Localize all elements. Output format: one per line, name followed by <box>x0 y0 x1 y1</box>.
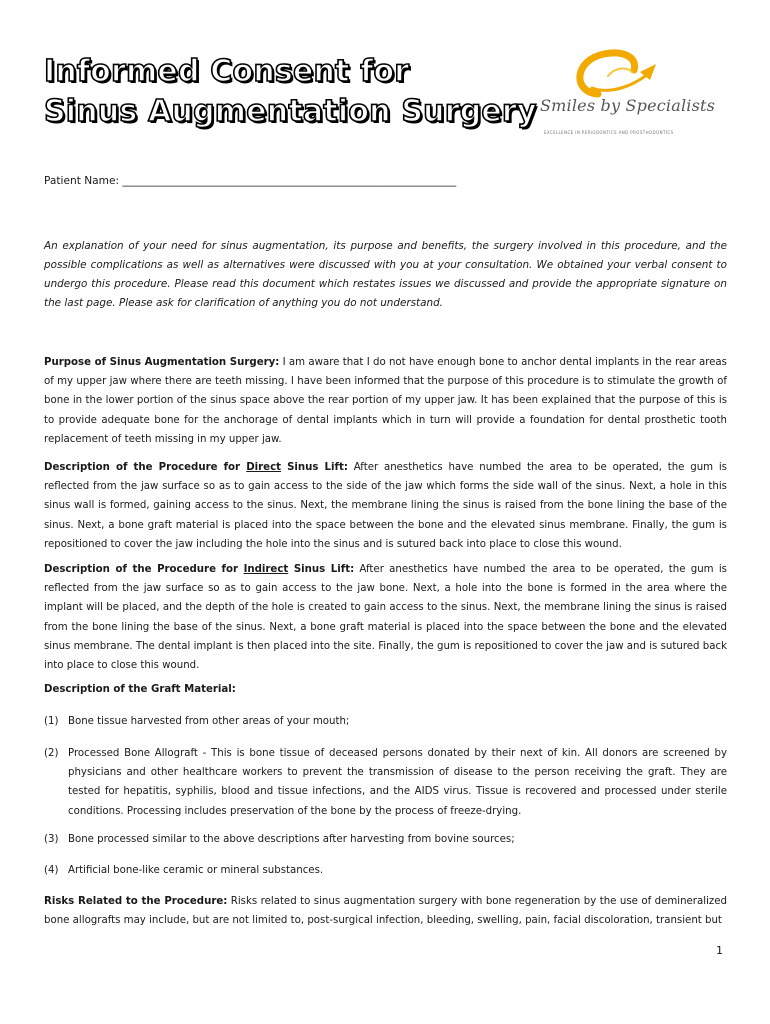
list-text: Artificial bone-like ceramic or mineral substances. <box>68 865 324 876</box>
logo-tagline: EXCELLENCE IN PERIODONTICS AND PROSTHODONTICS <box>544 130 674 135</box>
risks-heading: Risks Related to the Procedure: <box>44 896 228 907</box>
direct-lift-text: After anesthetics have numbed the area to be operated, the gum is reflected from the jaw surface so as to gain access to the side of the jaw which forms the side wall of the sinus. Next, a hole in this sinus wall is formed, gaining access to the sinus. Next, the membrane lining the sinus is raised from the bone lining the base of the sinus. Next, a bone graft material is placed into the space between the bone and the elevated sinus membrane. Finally, the gum is repositioned to cover the jaw including the hole into the sinus and is sutured back into place to close this wound. <box>44 462 727 550</box>
direct-lift-heading: Description of the Procedure for Direct Sinus Lift: <box>44 462 348 473</box>
list-text: Processed Bone Allograft - This is bone tissue of deceased persons donated by their next of kin. All donors are screened by physicians and other healthcare workers to prevent the transmission of disease to the person receiving the graft. They are tested for hepatitis, syphilis, blood and tissue infections, and the AIDS virus. Tissue is recovered and processed under sterile conditions. Processing includes preservation of the bone by the process of freeze-drying. <box>68 748 727 817</box>
risks-section <box>44 892 727 930</box>
purpose-heading: Purpose of Sinus Augmentation Surgery: <box>44 357 280 368</box>
indirect-lift-heading: Description of the Procedure for Indirect Sinus Lift: <box>44 564 355 575</box>
graft-list-item <box>44 830 727 849</box>
list-number: (2) <box>44 748 59 759</box>
list-number: (3) <box>44 834 59 845</box>
title-line-2: Sinus Augmentation Surgery <box>44 94 537 129</box>
title-line-1: Informed Consent for <box>44 54 410 89</box>
list-text: Bone tissue harvested from other areas of your mouth; <box>68 716 350 727</box>
purpose-text: I am aware that I do not have enough bone to anchor dental implants in the rear areas of my upper jaw where there are teeth missing. I have been informed that the purpose of this procedure is to stimulate the growth of bone in the lower portion of the sinus space above the rear portion of my upper jaw. It has been explained that the purpose of this is to provide adequate bone for the anchorage of dental implants which in turn will provide a foundation for dental prosthetic tooth replacement of teeth missing in my upper jaw. <box>44 357 727 445</box>
list-number: (4) <box>44 865 59 876</box>
patient-name-field[interactable]: Patient Name: _______________________________________________________________ <box>44 175 457 187</box>
graft-list-item <box>44 861 727 880</box>
risks-text: Risks related to sinus augmentation surgery with bone regeneration by the use of demineralized bone allografts may include, but are not limited to, post-surgical infection, bleeding, swelling, pain, facial discoloration, transient but <box>44 896 727 927</box>
page-number: 1 <box>716 944 723 957</box>
document-title <box>44 52 537 132</box>
graft-list-item <box>44 744 727 821</box>
indirect-lift-section <box>44 560 727 675</box>
indirect-lift-text: After anesthetics have numbed the area to be operated, the gum is reflected from the jaw surface so as to gain access to the jaw bone. Next, a hole into the bone is formed in the area where the implant will be placed, and the depth of the hole is created to gain access to the sinus. Next, the membrane lining the sinus is raised from the bone lining the base of the sinus. Next, a bone graft material is placed into the space between the bone and the elevated sinus membrane. The dental implant is then placed into the site. Finally, the gum is repositioned to cover the jaw and is sutured back into place to close this wound. <box>44 564 727 672</box>
intro-paragraph: An explanation of your need for sinus augmentation, its purpose and benefits, the surgery involved in this procedure, and the possible complications as well as alternatives were discussed with you at your consultation. We obtained your verbal consent to undergo this procedure. Please read this document which restates issues we discussed and provide the appropriate signature on the last page. Please ask for clarification of anything you do not understand. <box>44 240 727 309</box>
list-number: (1) <box>44 716 59 727</box>
indirect-underlined: Indirect <box>243 564 289 575</box>
graft-list-item <box>44 712 727 731</box>
practice-logo <box>534 48 716 142</box>
list-text: Bone processed similar to the above descriptions after harvesting from bovine sources; <box>68 834 515 845</box>
logo-wordmark: Smiles by Specialists <box>540 96 716 115</box>
purpose-section <box>44 353 727 449</box>
graft-material-heading: Description of the Graft Material: <box>44 684 236 695</box>
direct-underlined: Direct <box>246 462 281 473</box>
direct-lift-section <box>44 458 727 554</box>
